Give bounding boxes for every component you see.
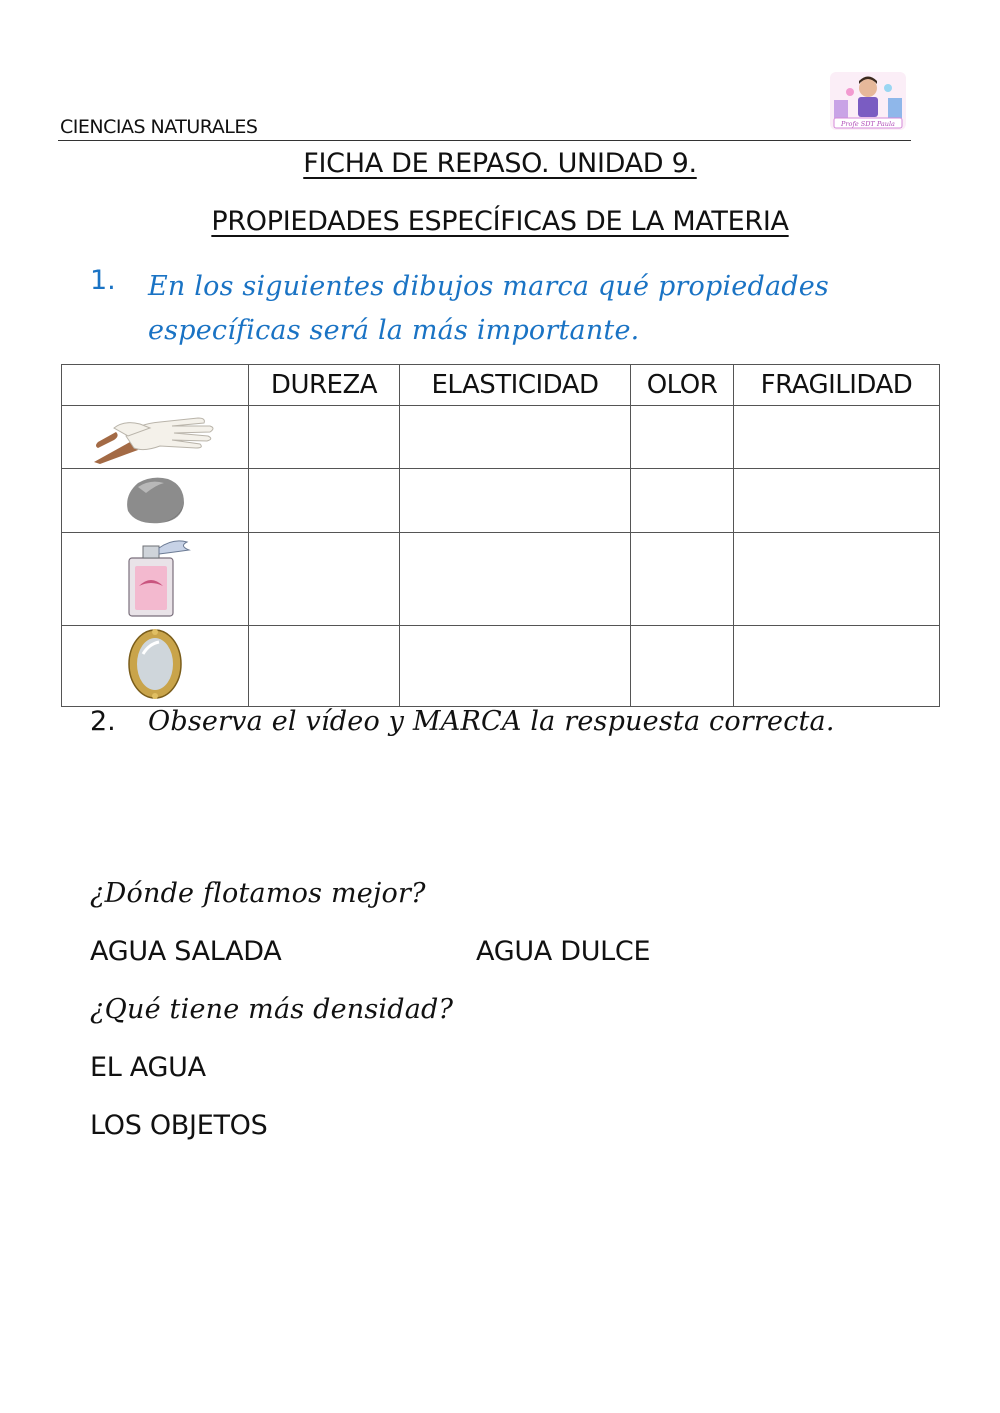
column-header-olor: OLOR: [631, 365, 734, 406]
cell-fragilidad[interactable]: [734, 626, 940, 707]
worksheet-title: FICHA DE REPASO. UNIDAD 9.: [303, 148, 697, 179]
answer-agua-salada[interactable]: AGUA SALADA: [90, 936, 282, 967]
logo-text: Profe SDT Paula: [841, 120, 895, 128]
question-1-number: 1.: [90, 265, 116, 296]
answer-el-agua[interactable]: EL AGUA: [90, 1052, 206, 1083]
teacher-logo-icon: [828, 70, 908, 132]
column-header-fragilidad: FRAGILIDAD: [734, 365, 940, 406]
cell-olor[interactable]: [631, 469, 734, 533]
table-header-row: [62, 365, 940, 406]
cell-olor[interactable]: [631, 533, 734, 626]
perfume-icon: [115, 534, 195, 620]
question-1-text: En los siguientes dibujos marca qué propiedades específicas será la más importante.: [148, 271, 829, 346]
header-divider: [58, 140, 911, 141]
gloves-icon: [90, 406, 220, 464]
row-image-cell: [62, 406, 249, 469]
table-row: [62, 626, 940, 707]
column-header-elasticidad: ELASTICIDAD: [400, 365, 631, 406]
answer-los-objetos[interactable]: LOS OBJETOS: [90, 1110, 268, 1141]
table-row: [62, 533, 940, 626]
column-header-image: [62, 365, 249, 406]
mirror-icon: [125, 626, 185, 702]
quiz-question-1: ¿Dónde flotamos mejor?: [90, 878, 426, 909]
cell-elasticidad[interactable]: [400, 469, 631, 533]
cell-olor[interactable]: [631, 626, 734, 707]
table-row: [62, 406, 940, 469]
cell-elasticidad[interactable]: [400, 533, 631, 626]
cell-dureza[interactable]: [249, 626, 400, 707]
cell-elasticidad[interactable]: [400, 406, 631, 469]
rock-icon: [120, 471, 190, 527]
row-image-cell: [62, 533, 249, 626]
question-2-text: Observa el vídeo y MARCA la respuesta correcta.: [148, 706, 835, 737]
cell-olor[interactable]: [631, 406, 734, 469]
answer-agua-dulce[interactable]: AGUA DULCE: [476, 936, 651, 967]
cell-fragilidad[interactable]: [734, 406, 940, 469]
cell-dureza[interactable]: [249, 533, 400, 626]
cell-elasticidad[interactable]: [400, 626, 631, 707]
column-header-dureza: DUREZA: [249, 365, 400, 406]
properties-table: [61, 364, 940, 707]
quiz-question-2: ¿Qué tiene más densidad?: [90, 994, 454, 1025]
worksheet-subtitle: PROPIEDADES ESPECÍFICAS DE LA MATERIA: [211, 206, 789, 237]
table-row: [62, 469, 940, 533]
cell-dureza[interactable]: [249, 406, 400, 469]
cell-fragilidad[interactable]: [734, 469, 940, 533]
subject-label: CIENCIAS NATURALES: [60, 116, 258, 138]
row-image-cell: [62, 469, 249, 533]
cell-fragilidad[interactable]: [734, 533, 940, 626]
row-image-cell: [62, 626, 249, 707]
cell-dureza[interactable]: [249, 469, 400, 533]
question-2-number: 2.: [90, 706, 116, 737]
